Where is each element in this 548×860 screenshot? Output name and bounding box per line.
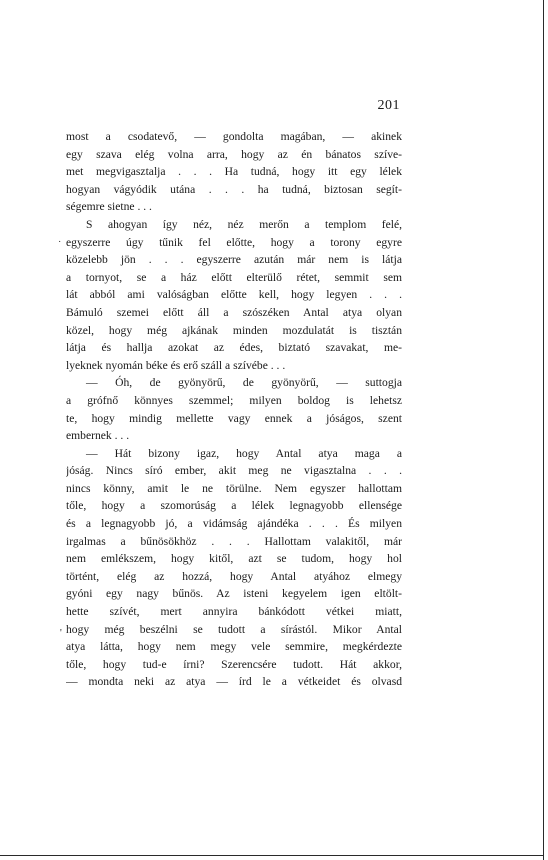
margin-mark: ' xyxy=(60,628,62,639)
text-line: nincs könny, amit le ne törülne. Nem egyszer hallottam xyxy=(66,481,402,495)
text-line: egy szava elég volna arra, hogy az én bánatos szíve- xyxy=(66,147,402,161)
text-line: Bámuló szemei előtt áll a szószéken Antal atya olyan xyxy=(66,305,402,319)
text-line: met megvigasztalja . . . Ha tudná, hogy itt egy lélek xyxy=(66,165,402,179)
text-line: tőle, hogy tud-e írni? Szerencsére tudott. Hát akkor, xyxy=(66,657,402,671)
text-line: te, hogy mindig mellette vagy ennek a jóságos, szent xyxy=(66,411,402,425)
text-line: a grófnő könnyes szemmel; milyen boldog is lehetsz xyxy=(66,393,402,407)
page-edge-bottom xyxy=(0,855,544,856)
text-line: látja és hallja azokat az édes, biztató szavakat, me- xyxy=(66,341,402,355)
text-line: hogy még beszélni se tudott a sírástól. Mikor Antal xyxy=(66,622,402,636)
body-text xyxy=(66,128,402,691)
text-line: egyszerre úgy tűnik fel előtte, hogy a torony egyre xyxy=(66,235,402,249)
text-line: jóság. Nincs síró ember, akit meg ne vigasztalna . . . xyxy=(66,464,402,478)
text-line: hogyan vágyódik utána . . . ha tudná, biztosan segít- xyxy=(66,182,402,196)
margin-mark: ˙ xyxy=(58,240,62,251)
text-line: történt, elég az hozzá, hogy Antal atyához elmegy xyxy=(66,569,402,583)
text-line: S ahogyan így néz, néz merőn a templom felé, xyxy=(86,217,402,231)
page-edge-right xyxy=(543,0,544,860)
text-line: hette szívét, mert annyira bánkódott vétkei miatt, xyxy=(66,605,402,619)
text-line: nem emlékszem, hogy kitől, azt se tudom, hogy hol xyxy=(66,552,402,566)
page-number: 201 xyxy=(377,98,400,113)
text-line: közel, hogy még ajkának minden mozdulatát is tisztán xyxy=(66,323,402,337)
text-line: most a csodatevő, — gondolta magában, — akinek xyxy=(66,130,402,143)
text-line: tőle, hogy a szomorúság a lélek legnagyobb ellensége xyxy=(66,499,402,513)
text-line: lát abból ami valóságban előtte kell, hogy legyen . . . xyxy=(66,288,402,302)
text-line: embernek . . . xyxy=(66,429,130,443)
text-line: — Hát bizony igaz, hogy Antal atya maga a xyxy=(86,446,402,460)
text-line: gyóni egy nagy bűnös. Az isteni kegyelem igen eltölt- xyxy=(66,587,402,601)
text-line: közelebb jön . . . egyszerre azután már nem is látja xyxy=(66,253,402,267)
text-line: a tornyot, se a ház előtt elterülő rétet, semmit sem xyxy=(66,270,402,284)
text-line: atya látta, hogy nem megy vele semmire, megkérdezte xyxy=(66,640,402,654)
text-line: — mondta neki az atya — írd le a vétkeidet és olvasd xyxy=(66,675,402,689)
text-line: ségemre sietne . . . xyxy=(66,200,152,214)
text-line: irgalmas a bűnösökhöz . . . Hallottam valakitől, már xyxy=(66,534,402,548)
text-line: lyeknek nyomán béke és erő száll a szívébe . . . xyxy=(66,358,286,372)
text-line: és a legnagyobb jó, a vidámság ajándéka . . . És milyen xyxy=(66,517,402,531)
text-line: — Óh, de gyönyörű, de gyönyörű, — suttogja xyxy=(86,376,402,390)
